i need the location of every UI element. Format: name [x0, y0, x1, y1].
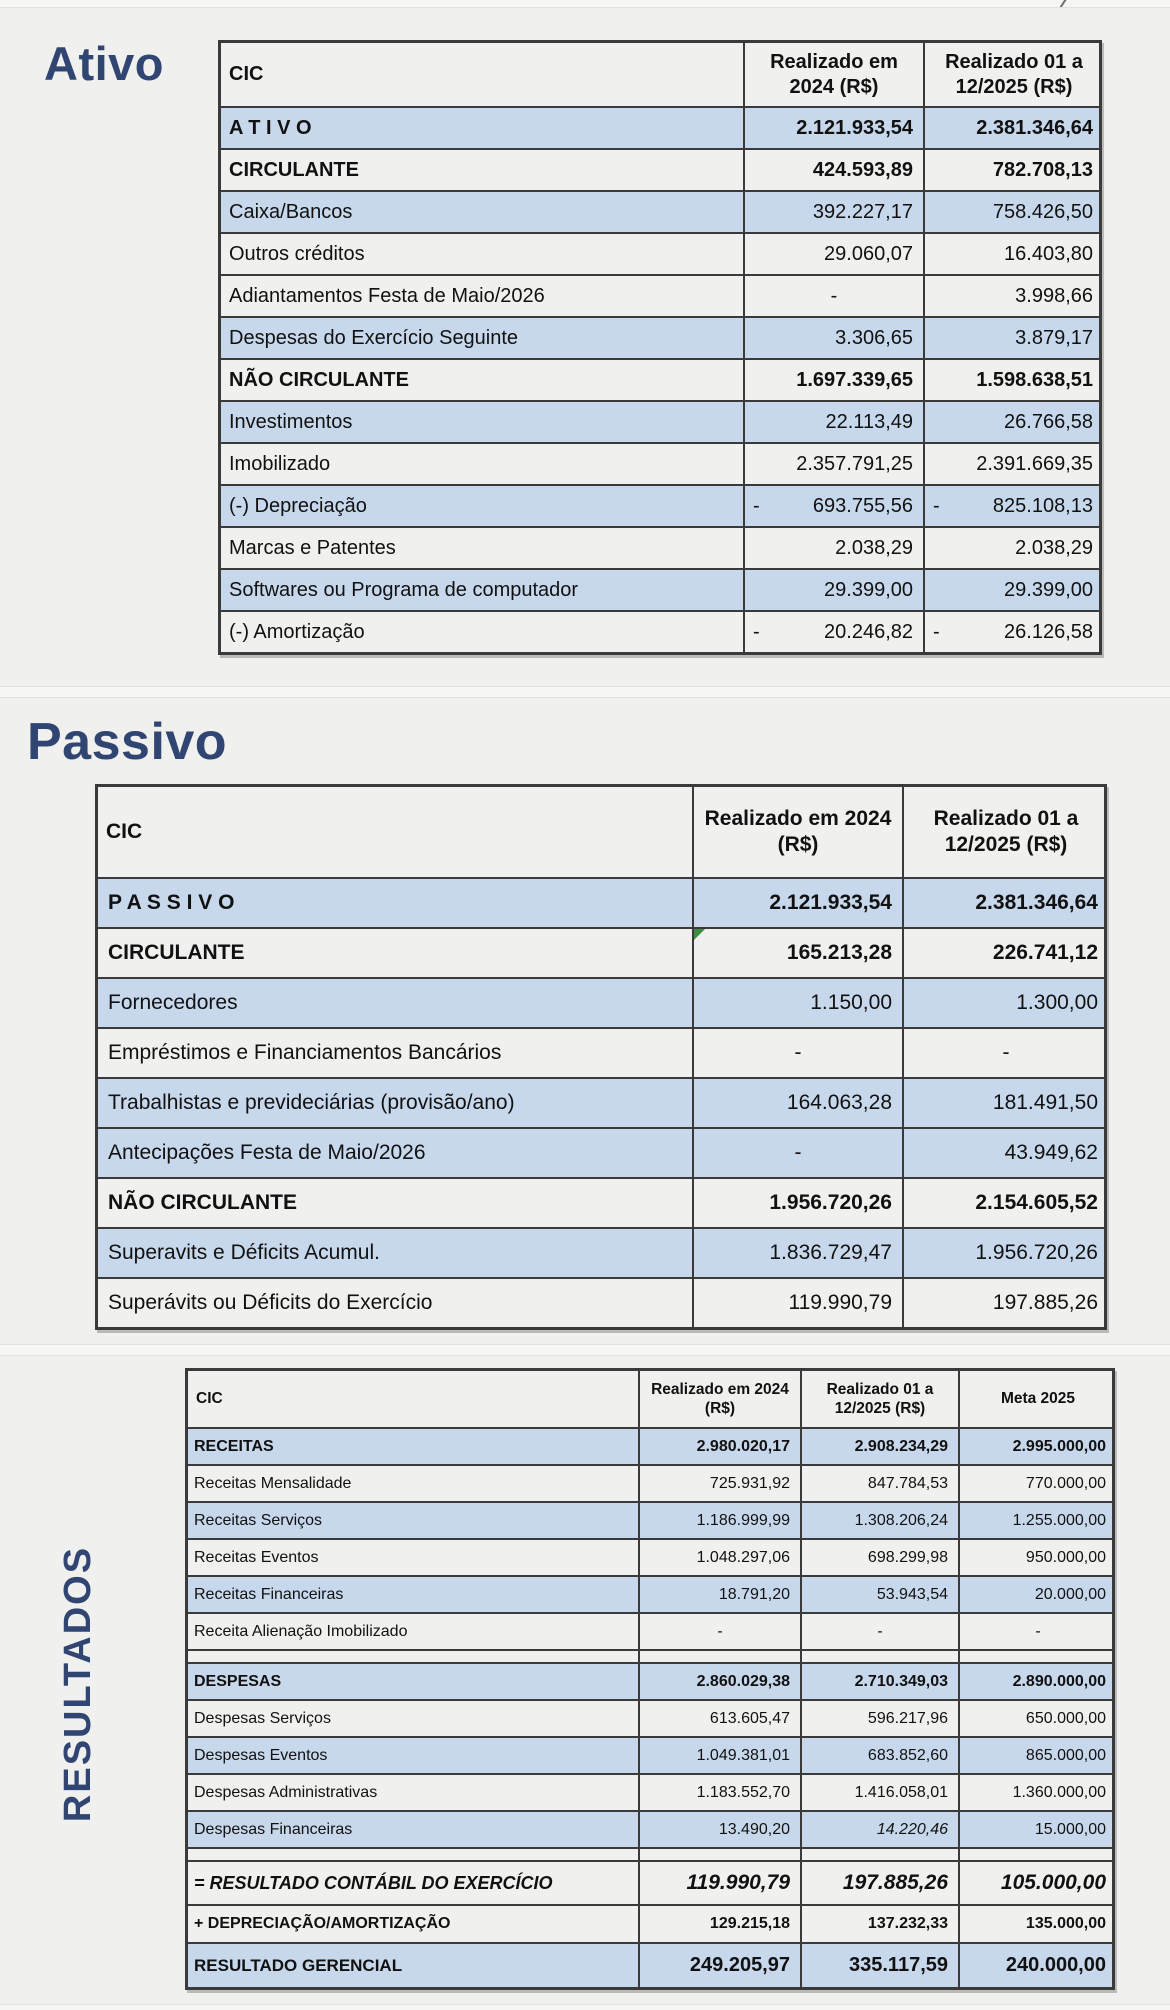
- value-cell: 22.113,49: [743, 402, 923, 442]
- row-label: Adiantamentos Festa de Maio/2026: [229, 284, 545, 307]
- value-cell: 3.879,17: [923, 318, 1103, 358]
- value-cell: [923, 486, 1103, 526]
- table-row: [98, 1127, 1104, 1177]
- table-row: [98, 1177, 1104, 1227]
- value-cell: -: [902, 1029, 1108, 1077]
- value-cell: 770.000,00: [958, 1466, 1116, 1501]
- table-row: [188, 1575, 1112, 1612]
- table-row: [188, 1773, 1112, 1810]
- column-header: CIC: [196, 1390, 223, 1407]
- amount: 20.246,82: [824, 620, 913, 643]
- value-cell: 847.784,53: [800, 1466, 958, 1501]
- value-cell: 1.150,00: [692, 979, 902, 1027]
- row-label: Antecipações Festa de Maio/2026: [108, 1141, 426, 1164]
- table-row: [221, 400, 1099, 442]
- value-cell: 129.215,18: [638, 1906, 800, 1942]
- spacer-cell: [638, 1849, 800, 1860]
- table-row: [221, 568, 1099, 610]
- spacer-cell: [958, 1651, 1116, 1662]
- value-cell: 1.048.297,06: [638, 1540, 800, 1575]
- row-label: (-) Depreciação: [229, 494, 367, 517]
- slide-resultados: [0, 1356, 1170, 2004]
- spacer-cell: [958, 1849, 1116, 1860]
- value-cell: 15.000,00: [958, 1812, 1116, 1847]
- value-cell: 29.399,00: [743, 570, 923, 610]
- ativo-balance-table: [218, 40, 1102, 655]
- table-row: [98, 877, 1104, 927]
- value-cell: 3.998,66: [923, 276, 1103, 316]
- value-cell: 335.117,59: [800, 1944, 958, 1987]
- header-row: [221, 43, 1099, 106]
- column-header: Realizado 01 a 12/2025 (R$): [800, 1371, 958, 1427]
- value-cell: 1.598.638,51: [923, 360, 1103, 400]
- value-cell: 53.943,54: [800, 1577, 958, 1612]
- row-label: Trabalhistas e prevideciárias (provisão/ano): [108, 1091, 515, 1114]
- value-cell: 43.949,62: [902, 1129, 1108, 1177]
- table-row: [188, 1942, 1112, 1987]
- value-cell: 1.255.000,00: [958, 1503, 1116, 1538]
- value-cell: 2.890.000,00: [958, 1664, 1116, 1699]
- column-header: Realizado 01 a 12/2025 (R$): [923, 43, 1103, 106]
- table-row: [221, 274, 1099, 316]
- value-cell: 2.391.669,35: [923, 444, 1103, 484]
- spacer-cell: [188, 1849, 638, 1860]
- column-header: CIC: [229, 63, 264, 85]
- value-cell: 164.063,28: [692, 1079, 902, 1127]
- row-label: Empréstimos e Financiamentos Bancários: [108, 1041, 502, 1064]
- row-label: Despesas Serviços: [194, 1709, 331, 1727]
- table-row: [188, 1810, 1112, 1847]
- row-label: Despesas do Exercício Seguinte: [229, 326, 519, 349]
- spacer-cell: [188, 1651, 638, 1662]
- value-cell: 249.205,97: [638, 1944, 800, 1987]
- spacer-cell: [800, 1849, 958, 1860]
- value-cell: 698.299,98: [800, 1540, 958, 1575]
- value-cell: 2.381.346,64: [923, 108, 1103, 148]
- value-cell: 1.836.729,47: [692, 1229, 902, 1277]
- value-cell: -: [692, 1129, 902, 1177]
- row-label: Investimentos: [229, 410, 353, 433]
- row-label: (-) Amortização: [229, 620, 365, 643]
- table-row: [221, 484, 1099, 526]
- table-row: [221, 232, 1099, 274]
- value-cell: 865.000,00: [958, 1738, 1116, 1773]
- value-cell: -: [638, 1614, 800, 1649]
- value-cell: -: [692, 1029, 902, 1077]
- table-row: [221, 190, 1099, 232]
- table-row: [188, 1904, 1112, 1942]
- value-cell: -: [958, 1614, 1116, 1649]
- value-cell: 29.399,00: [923, 570, 1103, 610]
- row-label: Receitas Eventos: [194, 1548, 319, 1566]
- column-header: Realizado em 2024 (R$): [743, 43, 923, 106]
- value-cell: 1.956.720,26: [902, 1229, 1108, 1277]
- row-label: Superávits ou Déficits do Exercício: [108, 1291, 433, 1314]
- value-cell: 2.860.029,38: [638, 1664, 800, 1699]
- value-cell: 725.931,92: [638, 1466, 800, 1501]
- value-cell: 240.000,00: [958, 1944, 1116, 1987]
- table-row: [221, 316, 1099, 358]
- row-label: Imobilizado: [229, 452, 331, 475]
- value-cell: [743, 486, 923, 526]
- minus-sign: -: [753, 620, 760, 643]
- table-row: [221, 106, 1099, 148]
- table-row: [188, 1699, 1112, 1736]
- table-row: [188, 1860, 1112, 1904]
- row-label: CIRCULANTE: [108, 941, 245, 964]
- value-cell: 2.121.933,54: [692, 879, 902, 927]
- value-cell: 2.357.791,25: [743, 444, 923, 484]
- amount: 693.755,56: [812, 494, 913, 517]
- section-title-passivo: Passivo: [27, 713, 228, 771]
- value-cell: 2.038,29: [923, 528, 1103, 568]
- row-label: Despesas Financeiras: [194, 1820, 353, 1838]
- table-row: [98, 977, 1104, 1027]
- value-cell: 226.741,12: [902, 929, 1108, 977]
- table-row: [221, 610, 1099, 652]
- value-cell: 424.593,89: [743, 150, 923, 190]
- row-label: Despesas Administrativas: [194, 1783, 378, 1801]
- minus-sign: -: [933, 494, 940, 517]
- value-cell: 2.121.933,54: [743, 108, 923, 148]
- value-cell: 2.980.020,17: [638, 1429, 800, 1464]
- value-cell: 135.000,00: [958, 1906, 1116, 1942]
- value-cell: 1.416.058,01: [800, 1775, 958, 1810]
- value-cell: 14.220,46: [800, 1812, 958, 1847]
- table-row: [188, 1427, 1112, 1464]
- value-cell: 2.995.000,00: [958, 1429, 1116, 1464]
- value-cell: [743, 612, 923, 652]
- value-cell: 2.710.349,03: [800, 1664, 958, 1699]
- amount: 825.108,13: [992, 494, 1093, 517]
- resultados-table: [185, 1368, 1115, 1990]
- row-label: NÃO CIRCULANTE: [229, 368, 409, 391]
- row-label: Receitas Mensalidade: [194, 1474, 352, 1492]
- table-row: [188, 1736, 1112, 1773]
- header-row: [188, 1371, 1112, 1427]
- slide-passivo: [0, 698, 1170, 1344]
- value-cell: 197.885,26: [800, 1862, 958, 1904]
- row-label: Superavits e Déficits Acumul.: [108, 1241, 380, 1264]
- row-label: = RESULTADO CONTÁBIL DO EXERCÍCIO: [194, 1872, 553, 1893]
- value-cell: 1.186.999,99: [638, 1503, 800, 1538]
- value-cell: 782.708,13: [923, 150, 1103, 190]
- table-row: [188, 1464, 1112, 1501]
- minus-sign: -: [933, 620, 940, 643]
- table-row: [98, 1227, 1104, 1277]
- row-label: RECEITAS: [194, 1437, 274, 1455]
- value-cell: 758.426,50: [923, 192, 1103, 232]
- row-label: Softwares ou Programa de computador: [229, 578, 579, 601]
- table-row: [188, 1612, 1112, 1649]
- table-row: [98, 927, 1104, 977]
- section-title-ativo: Ativo: [44, 37, 164, 90]
- table-row: [221, 148, 1099, 190]
- row-label: Caixa/Bancos: [229, 200, 353, 223]
- table-row: [98, 1277, 1104, 1327]
- header-row: [98, 787, 1104, 877]
- value-cell: 2.038,29: [743, 528, 923, 568]
- value-cell: 1.308.206,24: [800, 1503, 958, 1538]
- value-cell: 1.183.552,70: [638, 1775, 800, 1810]
- row-label: RESULTADO GERENCIAL: [194, 1955, 403, 1975]
- column-header: Meta 2025: [958, 1371, 1116, 1427]
- value-cell: -: [743, 276, 923, 316]
- value-cell: 13.490,20: [638, 1812, 800, 1847]
- row-label: Receita Alienação Imobilizado: [194, 1622, 408, 1640]
- value-cell: 165.213,28: [692, 929, 902, 977]
- value-cell: 105.000,00: [958, 1862, 1116, 1904]
- value-cell: 683.852,60: [800, 1738, 958, 1773]
- section-title-resultados: RESULTADOS: [57, 1545, 99, 1823]
- table-row: [221, 526, 1099, 568]
- spacer-cell: [800, 1651, 958, 1662]
- row-label: Despesas Eventos: [194, 1746, 328, 1764]
- excel-error-marker-icon: [694, 929, 705, 940]
- row-label: P A S S I V O: [108, 891, 235, 914]
- row-label: Marcas e Patentes: [229, 536, 396, 559]
- column-header: Realizado em 2024 (R$): [692, 787, 902, 877]
- value-cell: 18.791,20: [638, 1577, 800, 1612]
- table-row: [221, 442, 1099, 484]
- table-row: [188, 1662, 1112, 1699]
- value-cell: 1.697.339,65: [743, 360, 923, 400]
- passivo-balance-table: [95, 784, 1107, 1330]
- row-label: Receitas Financeiras: [194, 1585, 344, 1603]
- value-cell: 613.605,47: [638, 1701, 800, 1736]
- value-cell: 2.381.346,64: [902, 879, 1108, 927]
- value-cell: 950.000,00: [958, 1540, 1116, 1575]
- value-cell: 119.990,79: [638, 1862, 800, 1904]
- value-cell: 197.885,26: [902, 1279, 1108, 1327]
- value-cell: 16.403,80: [923, 234, 1103, 274]
- column-header: Realizado 01 a 12/2025 (R$): [902, 787, 1108, 877]
- value-cell: 392.227,17: [743, 192, 923, 232]
- value-cell: 1.360.000,00: [958, 1775, 1116, 1810]
- value-cell: 20.000,00: [958, 1577, 1116, 1612]
- column-header: Realizado em 2024 (R$): [638, 1371, 800, 1427]
- value-cell: 137.232,33: [800, 1906, 958, 1942]
- value-cell: 1.300,00: [902, 979, 1108, 1027]
- value-cell: 119.990,79: [692, 1279, 902, 1327]
- amount: 26.126,58: [1004, 620, 1093, 643]
- spacer-cell: [638, 1651, 800, 1662]
- value-cell: -: [800, 1614, 958, 1649]
- value-cell: 2.154.605,52: [902, 1179, 1108, 1227]
- table-row: [98, 1027, 1104, 1077]
- value-cell: 596.217,96: [800, 1701, 958, 1736]
- value-cell: 1.956.720,26: [692, 1179, 902, 1227]
- value-cell: 181.491,50: [902, 1079, 1108, 1127]
- value-cell: 26.766,58: [923, 402, 1103, 442]
- spacer-row: [188, 1649, 1112, 1662]
- value-cell: 650.000,00: [958, 1701, 1116, 1736]
- row-label: CIRCULANTE: [229, 158, 359, 181]
- table-row: [188, 1538, 1112, 1575]
- row-label: Fornecedores: [108, 991, 238, 1014]
- slide-ativo: [0, 8, 1170, 686]
- value-cell: 1.049.381,01: [638, 1738, 800, 1773]
- row-label: A T I V O: [229, 116, 312, 139]
- row-label: + DEPRECIAÇÃO/AMORTIZAÇÃO: [194, 1915, 451, 1932]
- spacer-row: [188, 1847, 1112, 1860]
- value-cell: 29.060,07: [743, 234, 923, 274]
- row-label: DESPESAS: [194, 1672, 282, 1690]
- row-label: Receitas Serviços: [194, 1511, 323, 1529]
- table-row: [98, 1077, 1104, 1127]
- table-row: [188, 1501, 1112, 1538]
- row-label: NÃO CIRCULANTE: [108, 1191, 297, 1214]
- value-cell: 3.306,65: [743, 318, 923, 358]
- row-label: Outros créditos: [229, 242, 365, 265]
- value-cell: 2.908.234,29: [800, 1429, 958, 1464]
- value-cell: [923, 612, 1103, 652]
- column-header: CIC: [106, 820, 143, 843]
- minus-sign: -: [753, 494, 760, 517]
- table-row: [221, 358, 1099, 400]
